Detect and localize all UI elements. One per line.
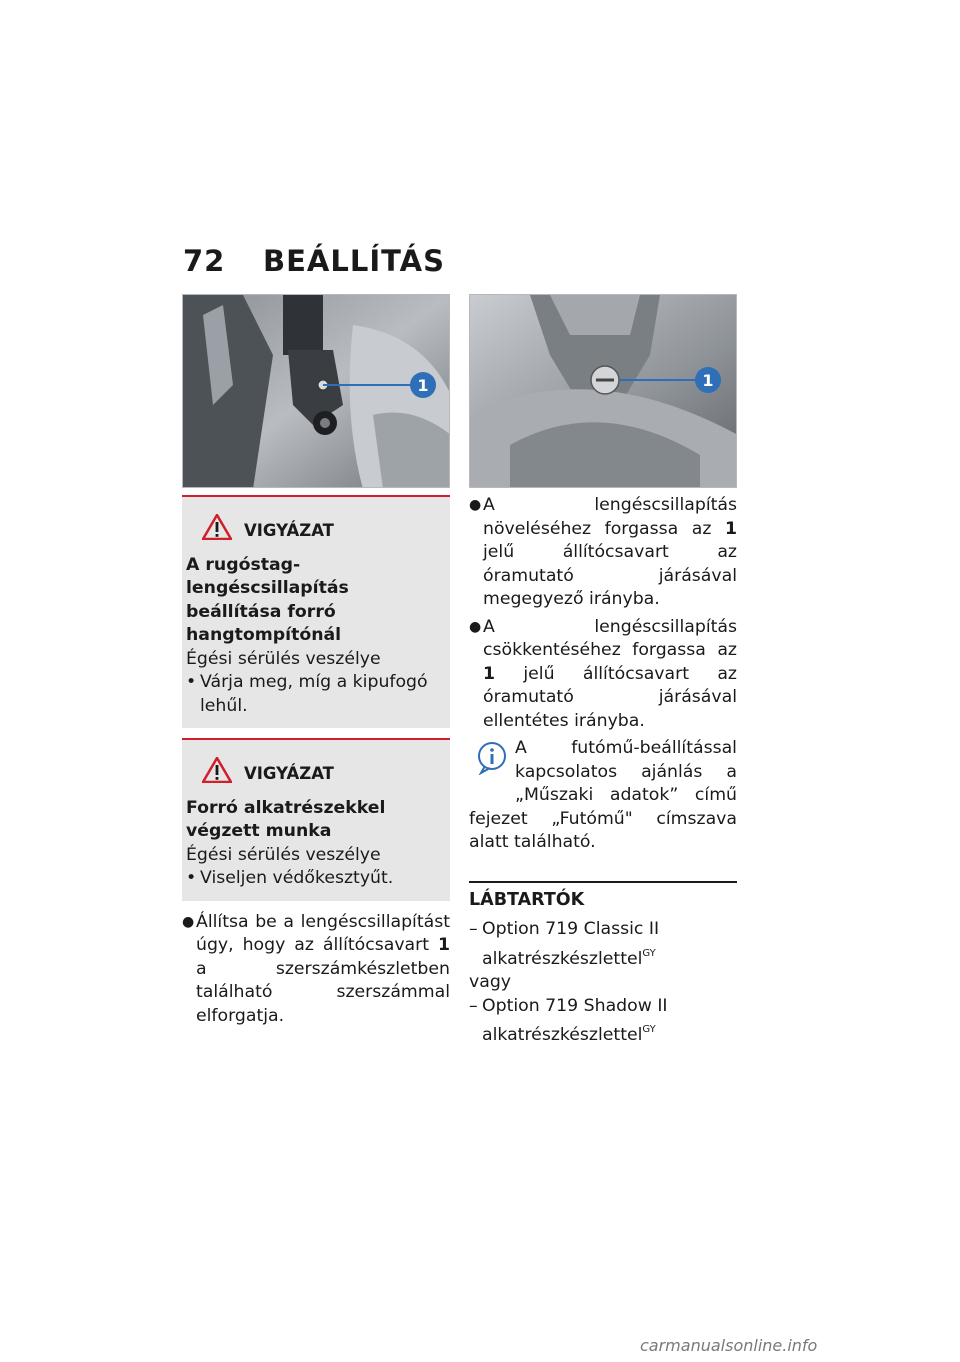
warning-instruction: Viseljen védőkesztyűt. <box>200 868 394 888</box>
step-bullet-icon: ● <box>182 913 195 930</box>
warning-title: Forró alkatrészekkel végzett munka <box>186 797 386 841</box>
warning-box-hot-muffler <box>182 495 450 728</box>
step-bullet-icon: ● <box>469 497 482 513</box>
section-title: LÁBTARTÓK <box>469 881 737 913</box>
step-text: Állítsa be a lengéscsillapítást úgy, hogy az állítócsavart <box>196 911 450 955</box>
dash-marker: – <box>469 919 478 939</box>
warning-instruction: Várja meg, míg a kipufogó lehűl. <box>200 672 428 716</box>
option-item <box>469 995 737 1048</box>
option-text: Option 719 Classic II alkatrészkészlettel <box>482 919 660 969</box>
warning-hazard: Égési sérülés veszélye <box>186 844 381 865</box>
option-superscript: GY <box>642 1024 656 1035</box>
ref-number: 1 <box>724 518 737 539</box>
instruction-step <box>182 911 450 1029</box>
info-icon <box>477 741 507 783</box>
warning-triangle-icon <box>202 514 232 548</box>
shock-absorber-photo <box>182 294 450 488</box>
right-column <box>469 294 737 1048</box>
chapter-title: BEÁLLÍTÁS <box>263 244 445 278</box>
photo-callout-label: 1 <box>702 371 714 390</box>
info-note <box>469 737 737 855</box>
warning-label: VIGYÁZAT <box>244 764 334 783</box>
step-text: jelű állítócsavart az óramutató járásával megegyező irányba. <box>483 542 737 609</box>
step-text: A lengéscsillapítás csökkentéséhez forgassa az <box>483 616 737 660</box>
or-text: vagy <box>469 972 512 992</box>
ref-number: 1 <box>483 663 496 684</box>
option-superscript: GY <box>642 947 656 959</box>
photo-callout-label: 1 <box>417 376 429 395</box>
left-column <box>182 294 450 1028</box>
option-text: Option 719 Shadow II alkatrészkészlettel <box>482 995 668 1045</box>
page-header <box>183 244 445 278</box>
page-number: 72 <box>183 244 226 278</box>
step-text: jelű állítócsavart az óramutató járásával ellentétes irányba. <box>483 663 737 731</box>
adjuster-screw-photo <box>469 294 737 488</box>
option-item <box>469 918 737 971</box>
step-text: a szerszámkészletben található szerszámmal elforgatja. <box>196 958 450 1026</box>
step-bullet-icon: ● <box>469 618 482 635</box>
instruction-step-decrease <box>469 616 737 734</box>
step-text: A lengéscsillapítás növeléséhez forgassa az <box>483 495 737 539</box>
info-text: A futómű-beállítással kapcsolatos ajánlás a „Műszaki adatok” című fejezet „Futómű" címszava alatt található. <box>469 738 737 852</box>
warning-hazard: Égési sérülés veszélye <box>186 648 381 669</box>
warning-title: A rugóstag-lengéscsillapítás beállítása forró hangtompítónál <box>186 554 349 645</box>
ref-number: 1 <box>437 935 450 955</box>
warning-label: VIGYÁZAT <box>244 521 334 540</box>
warning-box-hot-parts <box>182 738 450 901</box>
instruction-step-increase <box>469 494 737 612</box>
bullet-icon: • <box>186 868 197 888</box>
watermark-footer: carmanualsonline.info <box>640 1336 818 1355</box>
warning-triangle-icon <box>202 757 232 791</box>
dash-marker: – <box>469 995 478 1016</box>
bullet-icon: • <box>186 672 197 692</box>
